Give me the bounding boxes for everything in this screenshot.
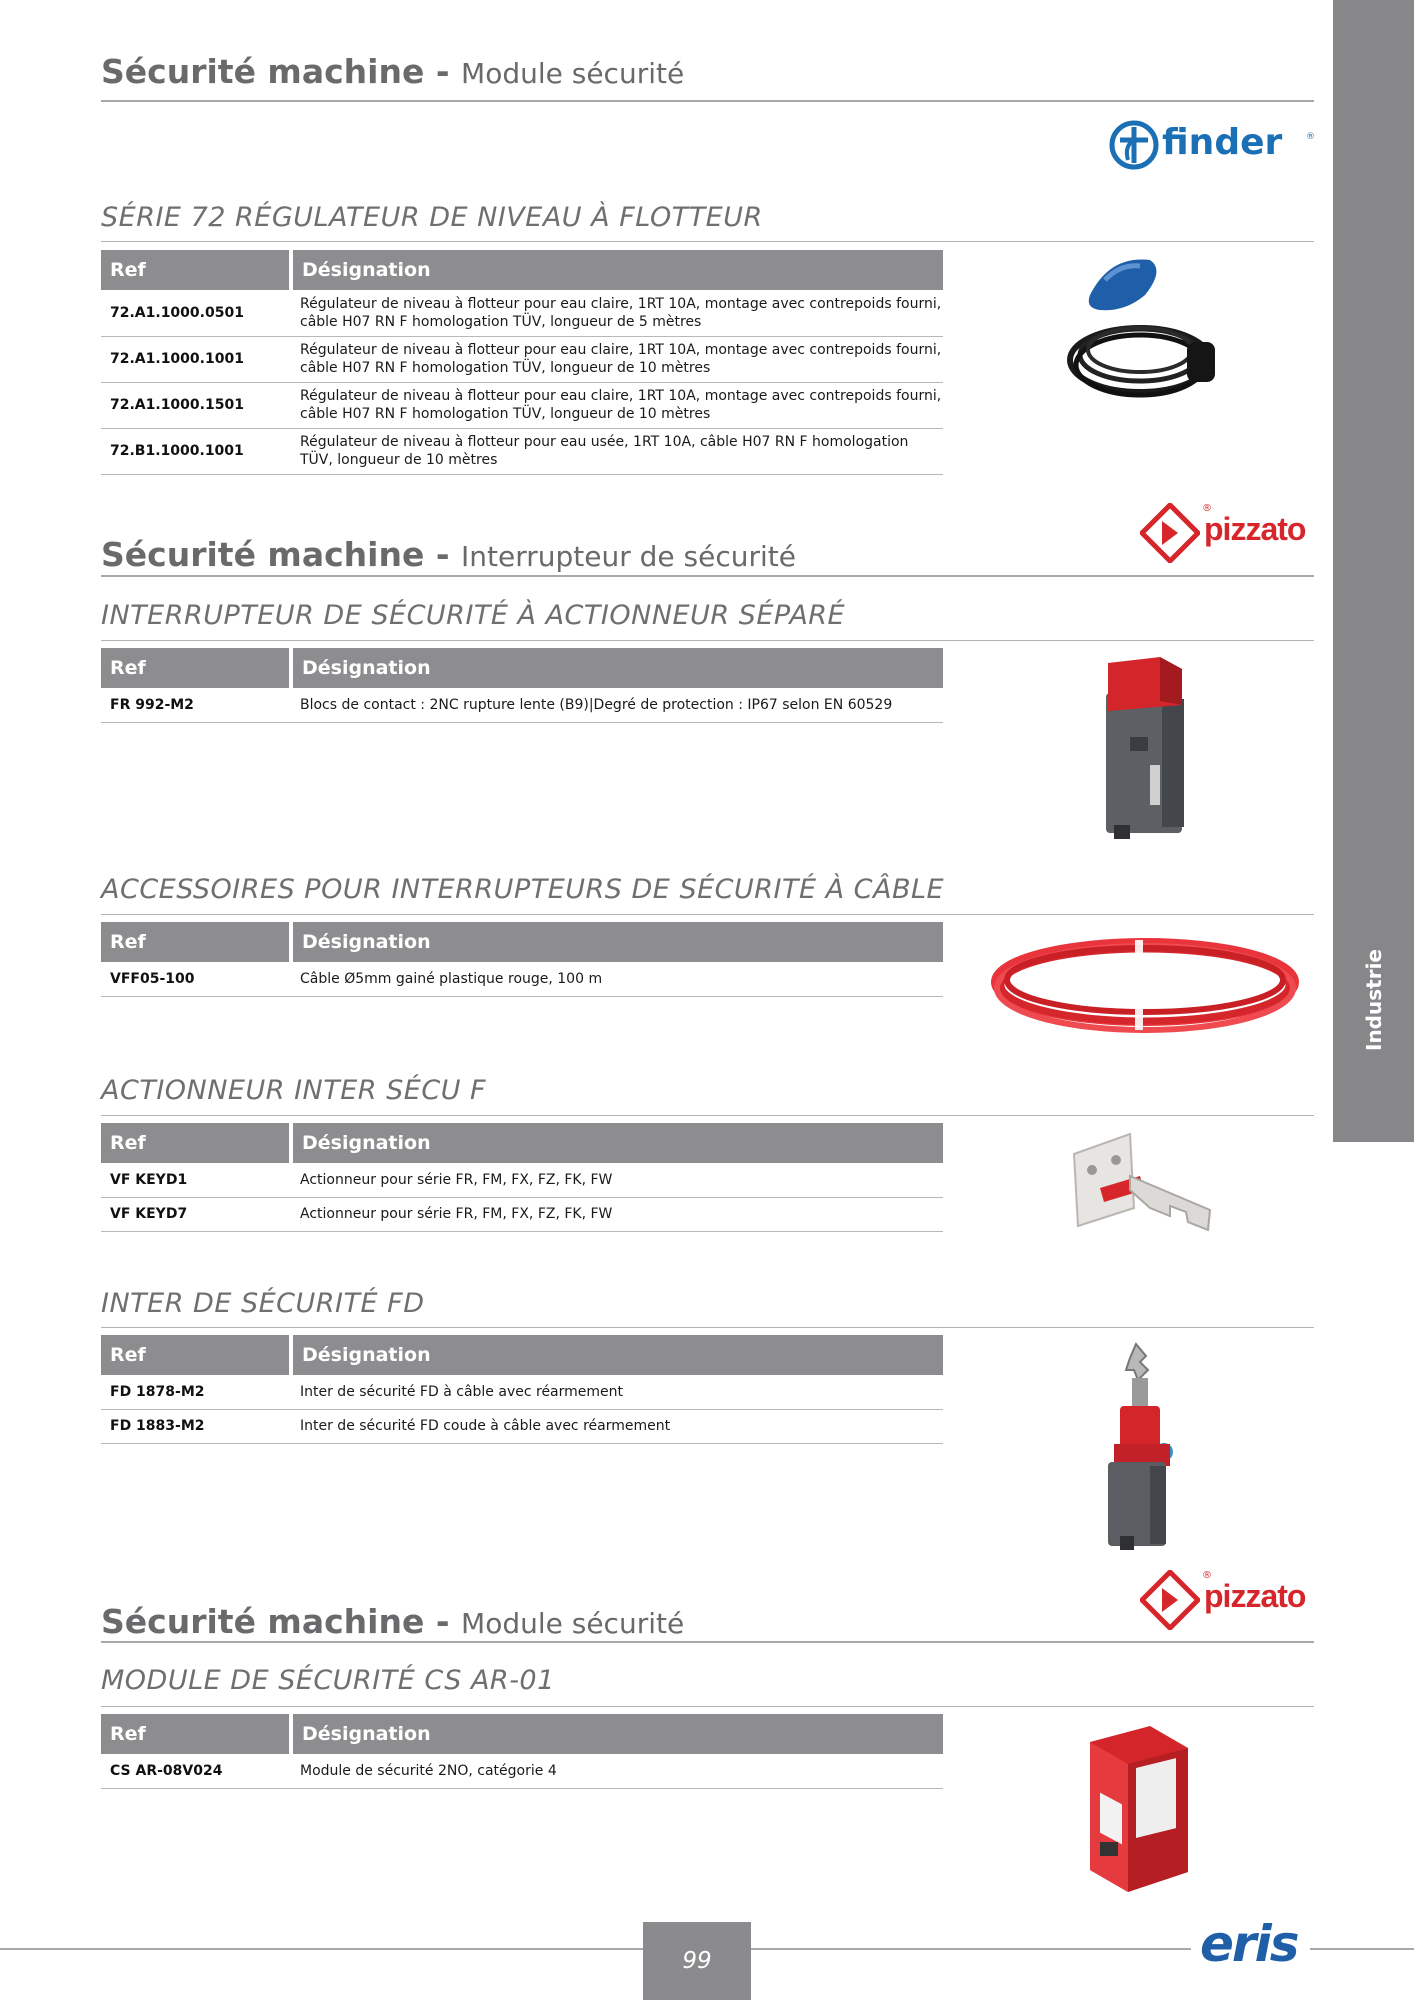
eris-logo: eris [1200, 1915, 1298, 1973]
subsection-heading: INTER DE SÉCURITÉ FD [101, 1288, 425, 1319]
designation-cell: Actionneur pour série FR, FM, FX, FZ, FK, FW [291, 1197, 943, 1231]
designation-cell: Inter de sécurité FD coude à câble avec réarmement [291, 1409, 943, 1443]
subsection-heading: INTERRUPTEUR DE SÉCURITÉ À ACTIONNEUR SÉPARÉ [101, 600, 846, 631]
safety-module-image [1080, 1722, 1210, 1902]
designation-cell: Module de sécurité 2NO, catégorie 4 [291, 1754, 943, 1788]
subsection-divider [101, 1327, 1314, 1328]
subsection-heading: ACTIONNEUR INTER SÉCU F [101, 1075, 487, 1106]
table-header-row [101, 1714, 943, 1754]
footer-line-middle [751, 1948, 1191, 1950]
table-row [101, 1754, 943, 1788]
designation-header: Désignation [291, 1123, 943, 1163]
pizzato-logo [1140, 503, 1306, 563]
red-cable-coil-image [990, 930, 1300, 1040]
ref-header: Ref [101, 1714, 291, 1754]
product-table [101, 1335, 943, 1444]
designation-cell: Régulateur de niveau à flotteur pour eau claire, 1RT 10A, montage avec contrepoids fourni, câble H07 RN F homologation TÜV, longueur de 10 mètres [291, 382, 943, 428]
ref-cell: FD 1883-M2 [101, 1409, 291, 1443]
section-divider [101, 1641, 1314, 1643]
table-row [101, 1197, 943, 1231]
table-row [101, 1163, 943, 1197]
product-table [101, 648, 943, 723]
designation-cell: Actionneur pour série FR, FM, FX, FZ, FK, FW [291, 1163, 943, 1197]
pizzato-registered-mark: ® [1202, 1570, 1212, 1581]
designation-cell: Régulateur de niveau à flotteur pour eau claire, 1RT 10A, montage avec contrepoids fourni, câble H07 RN F homologation TÜV, longueur de 10 mètres [291, 336, 943, 382]
ref-cell: VFF05-100 [101, 962, 291, 996]
section-title: Sécurité machine - Interrupteur de sécurité [101, 535, 797, 574]
pizzato-diamond-icon [1140, 1570, 1200, 1630]
table-header-row [101, 922, 943, 962]
ref-cell: VF KEYD1 [101, 1163, 291, 1197]
designation-cell: Câble Ø5mm gainé plastique rouge, 100 m [291, 962, 943, 996]
pizzato-diamond-icon [1140, 503, 1200, 563]
designation-cell: Régulateur de niveau à flotteur pour eau usée, 1RT 10A, câble H07 RN F homologation TÜV, longueur de 10 mètres [291, 428, 943, 474]
rope-switch-image [1100, 1340, 1200, 1555]
ref-cell: 72.A1.1000.0501 [101, 290, 291, 336]
pizzato-wordmark: pizzato [1204, 1578, 1306, 1614]
ref-header: Ref [101, 648, 291, 688]
footer-line-left [0, 1948, 643, 1950]
designation-cell: Régulateur de niveau à flotteur pour eau claire, 1RT 10A, montage avec contrepoids fourni, câble H07 RN F homologation TÜV, longueur de 5 mètres [291, 290, 943, 336]
ref-cell: 72.A1.1000.1501 [101, 382, 291, 428]
table-row [101, 688, 943, 722]
pizzato-wordmark: pizzato [1204, 511, 1306, 547]
subsection-divider [101, 1706, 1314, 1707]
page-number: 99 [643, 1922, 751, 2000]
pizzato-registered-mark: ® [1202, 503, 1212, 514]
subsection-divider [101, 1115, 1314, 1116]
table-header-row [101, 648, 943, 688]
section-divider [101, 100, 1314, 102]
ref-cell: CS AR-08V024 [101, 1754, 291, 1788]
product-table [101, 1123, 943, 1232]
ref-cell: VF KEYD7 [101, 1197, 291, 1231]
designation-cell: Inter de sécurité FD à câble avec réarmement [291, 1375, 943, 1409]
subsection-heading: SÉRIE 72 RÉGULATEUR DE NIVEAU À FLOTTEUR [101, 202, 763, 233]
product-table [101, 1714, 943, 1789]
ref-cell: 72.B1.1000.1001 [101, 428, 291, 474]
actuator-key-image [1070, 1130, 1220, 1240]
pizzato-logo [1140, 1570, 1306, 1630]
section-title: Sécurité machine - Module sécurité [101, 1602, 685, 1641]
ref-header: Ref [101, 1335, 291, 1375]
footer-line-right [1310, 1948, 1414, 1950]
table-row [101, 336, 943, 382]
product-table [101, 250, 943, 475]
table-row [101, 1409, 943, 1443]
ref-header: Ref [101, 250, 291, 290]
ref-header: Ref [101, 922, 291, 962]
subsection-divider [101, 914, 1314, 915]
finder-registered-mark: ® [1306, 132, 1315, 142]
finder-emblem-icon [1108, 118, 1164, 174]
subsection-divider [101, 241, 1314, 242]
ref-cell: FD 1878-M2 [101, 1375, 291, 1409]
subsection-divider [101, 640, 1314, 641]
subsection-heading: ACCESSOIRES POUR INTERRUPTEURS DE SÉCURITÉ À CÂBLE [101, 874, 945, 905]
table-row [101, 428, 943, 474]
table-header-row [101, 1335, 943, 1375]
designation-header: Désignation [291, 648, 943, 688]
float-switch-image [1055, 250, 1235, 420]
table-row [101, 382, 943, 428]
table-row [101, 1375, 943, 1409]
designation-header: Désignation [291, 922, 943, 962]
designation-header: Désignation [291, 250, 943, 290]
designation-header: Désignation [291, 1335, 943, 1375]
finder-wordmark: finder [1162, 122, 1283, 163]
table-header-row [101, 250, 943, 290]
ref-cell: 72.A1.1000.1001 [101, 336, 291, 382]
ref-cell: FR 992-M2 [101, 688, 291, 722]
finder-logo [1108, 118, 1318, 174]
section-divider [101, 575, 1314, 577]
product-table [101, 922, 943, 997]
table-row [101, 962, 943, 996]
section-title: Sécurité machine - Module sécurité [101, 52, 685, 91]
table-row [101, 290, 943, 336]
designation-cell: Blocs de contact : 2NC rupture lente (B9)|Degré de protection : IP67 selon EN 60529 [291, 688, 943, 722]
safety-switch-image [1100, 655, 1200, 845]
designation-header: Désignation [291, 1714, 943, 1754]
table-header-row [101, 1123, 943, 1163]
side-tab-label: Industrie [1361, 949, 1386, 1051]
ref-header: Ref [101, 1123, 291, 1163]
subsection-heading: MODULE DE SÉCURITÉ CS AR-01 [101, 1665, 555, 1696]
